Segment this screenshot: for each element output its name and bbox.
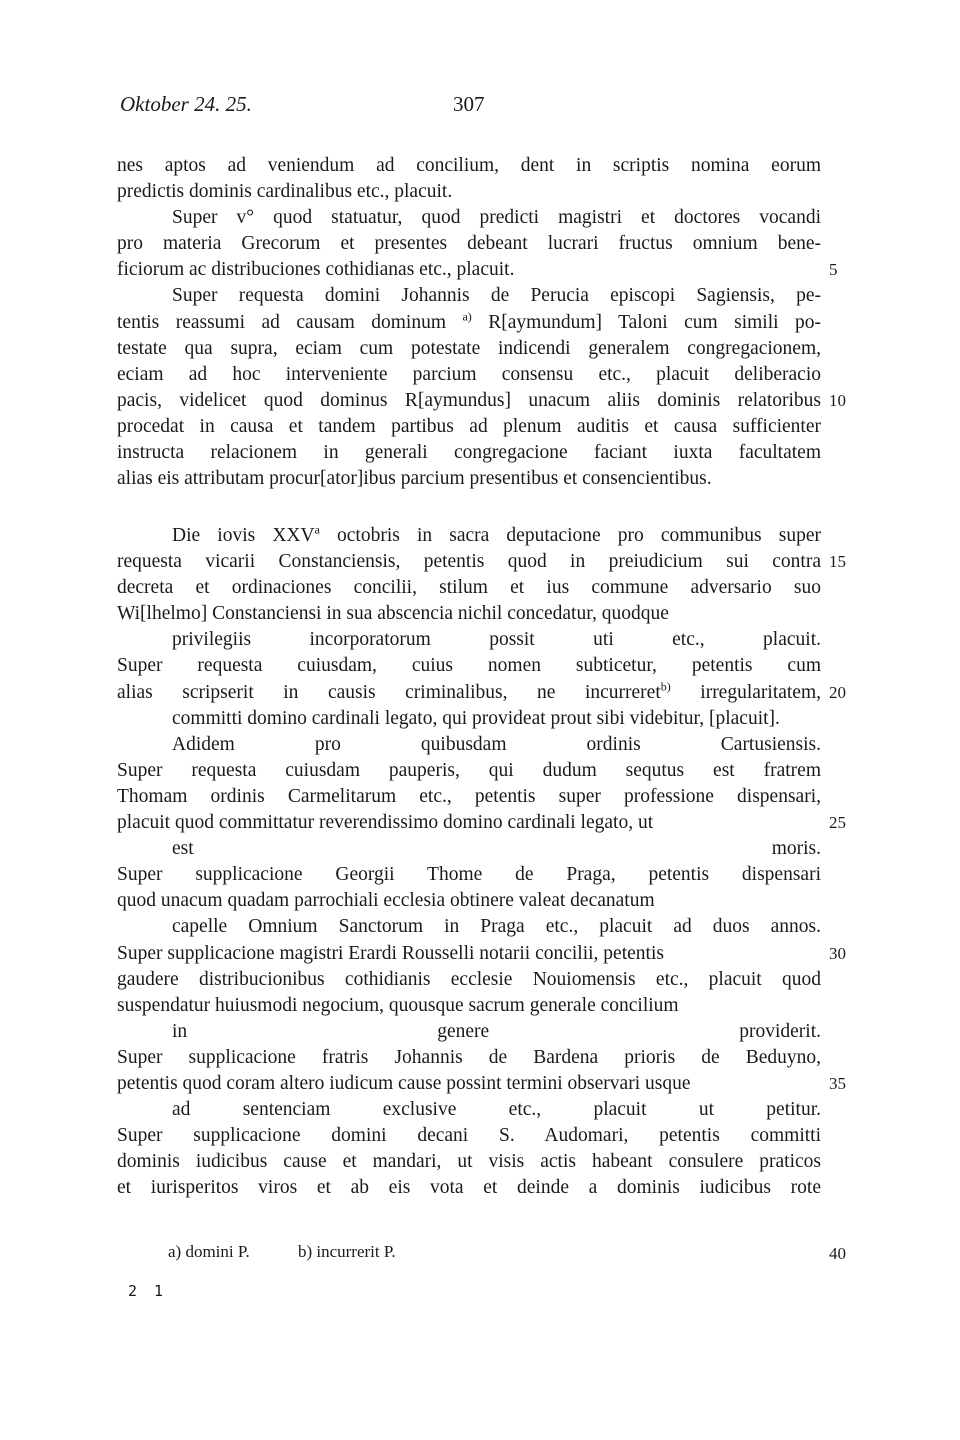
text-line xyxy=(117,993,821,1019)
text-line xyxy=(117,283,821,309)
text-line xyxy=(117,732,821,758)
line-text: Super supplicacione domini decani S. Audomari, petentis committi xyxy=(117,1125,821,1147)
text-line xyxy=(117,836,821,862)
line-number: 10 xyxy=(829,390,846,410)
text-line xyxy=(117,784,821,810)
text-line xyxy=(117,1175,821,1201)
line-text: Super supplicacione magistri Erardi Rousselli notarii concilii, petentis xyxy=(117,942,664,964)
text-line xyxy=(117,179,821,205)
text-line xyxy=(117,941,846,967)
line-text: Super requesta cuiusdam pauperis, qui dudum sequtus est fratrem xyxy=(117,759,821,781)
line-text: ad sentenciam exclusive etc., placuit ut petitur. xyxy=(172,1099,821,1121)
line-number: 20 xyxy=(829,682,846,702)
text-line xyxy=(117,231,821,257)
line-text: placuit quod committatur reverendissimo domino cardinali legato, ut xyxy=(117,812,654,834)
text-line xyxy=(117,362,821,388)
line-number-40: 40 xyxy=(829,1244,846,1263)
line-text: Super v° quod statuatur, quod predicti magistri et doctores vocandi xyxy=(172,207,821,229)
text-line xyxy=(117,414,821,440)
line-text: predictis dominis cardinalibus etc., placuit. xyxy=(117,181,453,203)
line-text: procedat in causa et tandem partibus ad plenum auditis et causa sufficienter xyxy=(117,415,821,437)
text-line xyxy=(117,758,821,784)
paragraph-2 xyxy=(117,522,846,1201)
line-text: Super requesta domini Johannis de Perucia episcopi Sagiensis, pe- xyxy=(172,285,821,307)
line-text: gaudere distribucionibus cothidianis ecclesie Nouiomensis etc., placuit quod xyxy=(117,968,821,990)
line-text: Super requesta cuiusdam, cuius nomen subticetur, petentis cum xyxy=(117,655,821,677)
text-line xyxy=(117,388,846,414)
line-text: pacis, videlicet quod dominus R[aymundus] unacum aliis dominis relatoribus xyxy=(117,389,821,411)
line-text: Wi[lhelmo] Constanciensi in sua abscencia nichil concedatur, quodque xyxy=(117,603,669,625)
text-line xyxy=(117,257,838,283)
text-line xyxy=(117,679,846,706)
text-line xyxy=(117,862,821,888)
line-text: et iurisperitos viros et ab eis vota et deinde a dominis iudicibus rote xyxy=(117,1177,821,1199)
line-text: ficiorum ac distribuciones cothidianas etc., placuit. xyxy=(117,259,515,281)
line-text: suspendatur huiusmodi negocium, quousque sacrum generale concilium xyxy=(117,994,679,1016)
paragraph-1 xyxy=(117,153,846,492)
line-text: Adidem pro quibusdam ordinis Cartusiensis. xyxy=(172,733,821,755)
line-number: 25 xyxy=(829,813,846,833)
text-line xyxy=(117,810,846,836)
text-line xyxy=(117,523,821,549)
line-text: testate qua supra, eciam cum potestate indicendi generalem congregacionem, xyxy=(117,337,821,359)
line-text: pro materia Grecorum et presentes debeant lucrari fructus omnium bene- xyxy=(117,233,821,255)
text-line xyxy=(117,627,821,653)
running-title: Oktober 24. 25. xyxy=(120,92,252,116)
line-text: instructa relacionem in generali congregacione faciant iuxta facultatem xyxy=(117,442,821,464)
footnote-a: a) domini P. xyxy=(168,1242,250,1261)
line-text: quod unacum quadam parrochiali ecclesia obtinere valeat decanatum xyxy=(117,890,655,912)
text-line xyxy=(117,1019,821,1045)
text-line xyxy=(117,205,821,231)
text-line xyxy=(117,1123,821,1149)
line-number: 15 xyxy=(829,552,846,572)
text-line xyxy=(117,336,821,362)
line-text: decreta et ordinaciones concilii, stilum et ius commune adversario suo xyxy=(117,577,821,599)
text-line xyxy=(117,153,821,179)
line-text: requesta vicarii Constanciensis, petentis quod in preiudicium sui contra xyxy=(117,551,821,573)
line-number: 35 xyxy=(829,1073,846,1093)
text-line xyxy=(117,967,821,993)
footnotes xyxy=(168,1242,768,1262)
line-text: Thomam ordinis Carmelitarum etc., petentis super professione dispensari, xyxy=(117,785,821,807)
line-text: Die iovis XXV$^a$ octobris in sacra deputacione pro communibus super xyxy=(172,522,821,546)
printer-signature: 2 1 xyxy=(128,1282,168,1300)
footnote-b: b) incurrerit P. xyxy=(297,1242,396,1261)
line-text: eciam ad hoc interveniente parcium consensu etc., placuit deliberacio xyxy=(117,363,821,385)
text-line xyxy=(117,310,821,336)
line-text: est moris. xyxy=(172,838,821,860)
text-line xyxy=(117,549,846,575)
text-line xyxy=(117,706,821,732)
line-text: committi domino cardinali legato, qui provideat prout sibi videbitur, [placuit]. xyxy=(172,707,780,729)
line-number: 5 xyxy=(829,260,838,280)
text-line xyxy=(117,888,821,914)
line-text: capelle Omnium Sanctorum in Praga etc., placuit ad duos annos. xyxy=(172,916,821,938)
text-line xyxy=(117,575,821,601)
running-header xyxy=(120,92,820,126)
line-text: dominis iudicibus cause et mandari, ut visis actis habeant consulere praticos xyxy=(117,1151,821,1173)
text-line xyxy=(117,466,821,492)
text-line xyxy=(117,653,821,679)
line-number: 30 xyxy=(829,943,846,963)
line-text: nes aptos ad veniendum ad concilium, dent in scriptis nomina eorum xyxy=(117,155,821,176)
text-line xyxy=(117,914,821,940)
text-line xyxy=(117,601,821,627)
line-text: alias scripserit in causis criminalibus, ne incurreret$^{b)}$ irregularitatem, xyxy=(117,679,822,703)
text-line xyxy=(117,1045,821,1071)
line-text: tentis reassumi ad causam dominum $^{a)}$ R[aymundum] Taloni cum simili po- xyxy=(117,309,821,333)
text-line xyxy=(117,1071,846,1097)
text-line xyxy=(117,440,821,466)
line-text: privilegiis incorporatorum possit uti etc., placuit. xyxy=(172,629,821,651)
line-text: alias eis attributam procur[ator]ibus parcium presentibus et consencientibus. xyxy=(117,468,712,490)
line-text: Super supplicacione Georgii Thome de Praga, petentis dispensari xyxy=(117,864,821,886)
text-line xyxy=(117,1097,821,1123)
line-text: petentis quod coram altero iudicum cause possint termini observari usque xyxy=(117,1072,691,1094)
text-line xyxy=(117,1149,821,1175)
page-number: 307 xyxy=(453,92,485,116)
line-text: Super supplicacione fratris Johannis de Bardena prioris de Beduyno, xyxy=(117,1046,821,1068)
line-text: in genere providerit. xyxy=(172,1020,821,1042)
